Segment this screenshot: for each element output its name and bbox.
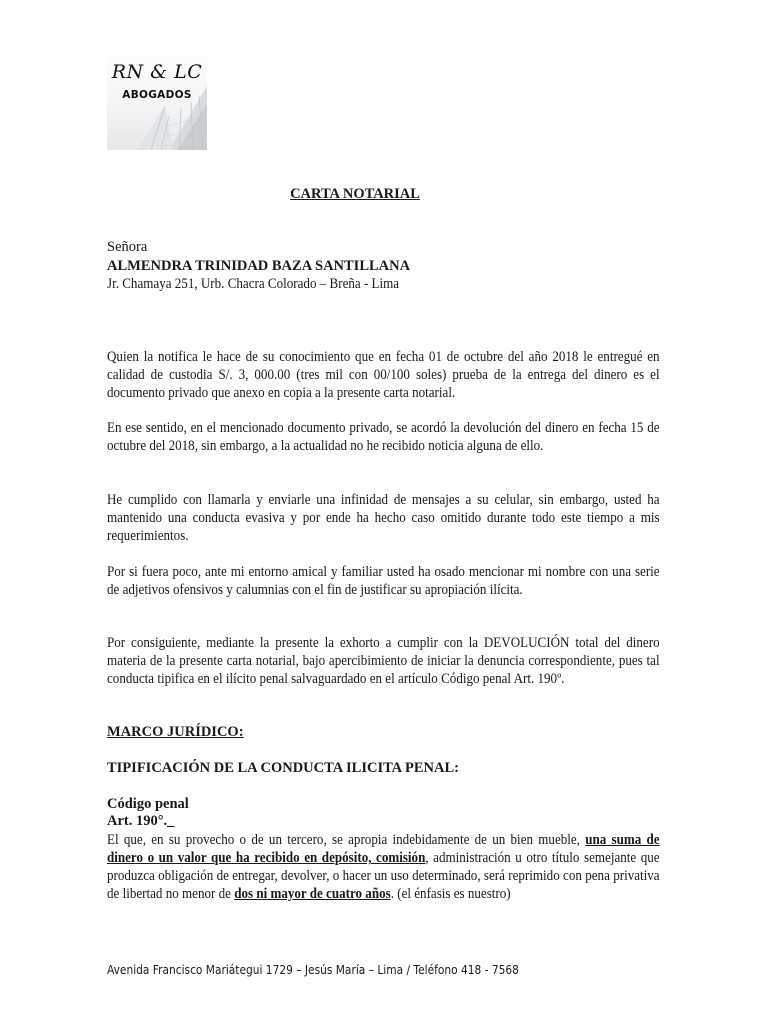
body-paragraph-1: Quien la notifica le hace de su conocimiento que en fecha 01 de octubre del año 2018 le entregué en calidad de custodia S/. 3, 000.00 (tres mil con 00/100 soles) prueba de la entrega del dinero es el documento privado que anexo en copia a la presente carta notarial.: [107, 349, 660, 401]
footer-address: Avenida Francisco Mariátegui 1729 – Jesús María – Lima / Teléfono 418 - 7568: [107, 962, 519, 977]
recipient-address: Jr. Chamaya 251, Urb. Chacra Colorado – Breña - Lima: [107, 276, 400, 292]
article-number: Art. 190°._: [107, 813, 175, 829]
body-paragraph-3: He cumplido con llamarla y enviarle una infinidad de mensajes a su celular, sin embargo, usted ha mantenido una conducta evasiva y por ende ha hecho caso omitido durante todo este tiempo a mis requerimientos.: [107, 492, 660, 544]
body-paragraph-5: Por consiguiente, mediante la presente la exhorto a cumplir con la DEVOLUCIÓN total del dinero materia de la presente carta notarial, bajo apercibimiento de iniciar la denuncia correspondiente, pues tal conducta tipifica en el ilícito penal salvaguardado en el artículo Código penal Art. 190º.: [107, 635, 660, 687]
document-title: CARTA NOTARIAL: [290, 186, 420, 202]
penal-code-label: Código penal: [107, 796, 189, 812]
recipient-name: ALMENDRA TRINIDAD BAZA SANTILLANA: [107, 258, 411, 274]
article-emphasis-1: una suma de dinero o un valor que ha recibido en depósito, comisión: [107, 832, 660, 866]
legal-framework-heading: MARCO JURÍDICO:: [107, 724, 244, 740]
article-text-part-2: , administración u otro título semejante que produzca obligación de entregar, devolver, o hacer un uso determinado, será reprimido con pena privativa de libertad no menor de: [107, 850, 660, 902]
logo-subtitle: ABOGADOS: [122, 89, 192, 101]
article-text-part-3: . (el énfasis es nuestro): [390, 886, 511, 902]
article-emphasis-2: dos ni mayor de cuatro años: [234, 886, 391, 902]
body-paragraph-2: En ese sentido, en el mencionado documento privado, se acordó la devolución del dinero en fecha 15 de octubre del 2018, sin embargo, a la actualidad no he recibido noticia alguna de ello.: [107, 420, 660, 454]
offense-classification-heading: TIPIFICACIÓN DE LA CONDUCTA ILICITA PENAL:: [107, 760, 459, 776]
article-text: [107, 831, 660, 903]
article-text-part-1: El que, en su provecho o de un tercero, se apropia indebidamente de un bien mueble,: [107, 832, 586, 848]
body-paragraph-4: Por si fuera poco, ante mi entorno amical y familiar usted ha osado mencionar mi nombre con una serie de adjetivos ofensivos y calumnias con el fin de justificar su apropiación ilícita.: [107, 564, 660, 598]
recipient-salutation: Señora: [107, 239, 148, 255]
logo-monogram: RN & LC: [111, 61, 203, 83]
firm-logo: [107, 46, 207, 150]
